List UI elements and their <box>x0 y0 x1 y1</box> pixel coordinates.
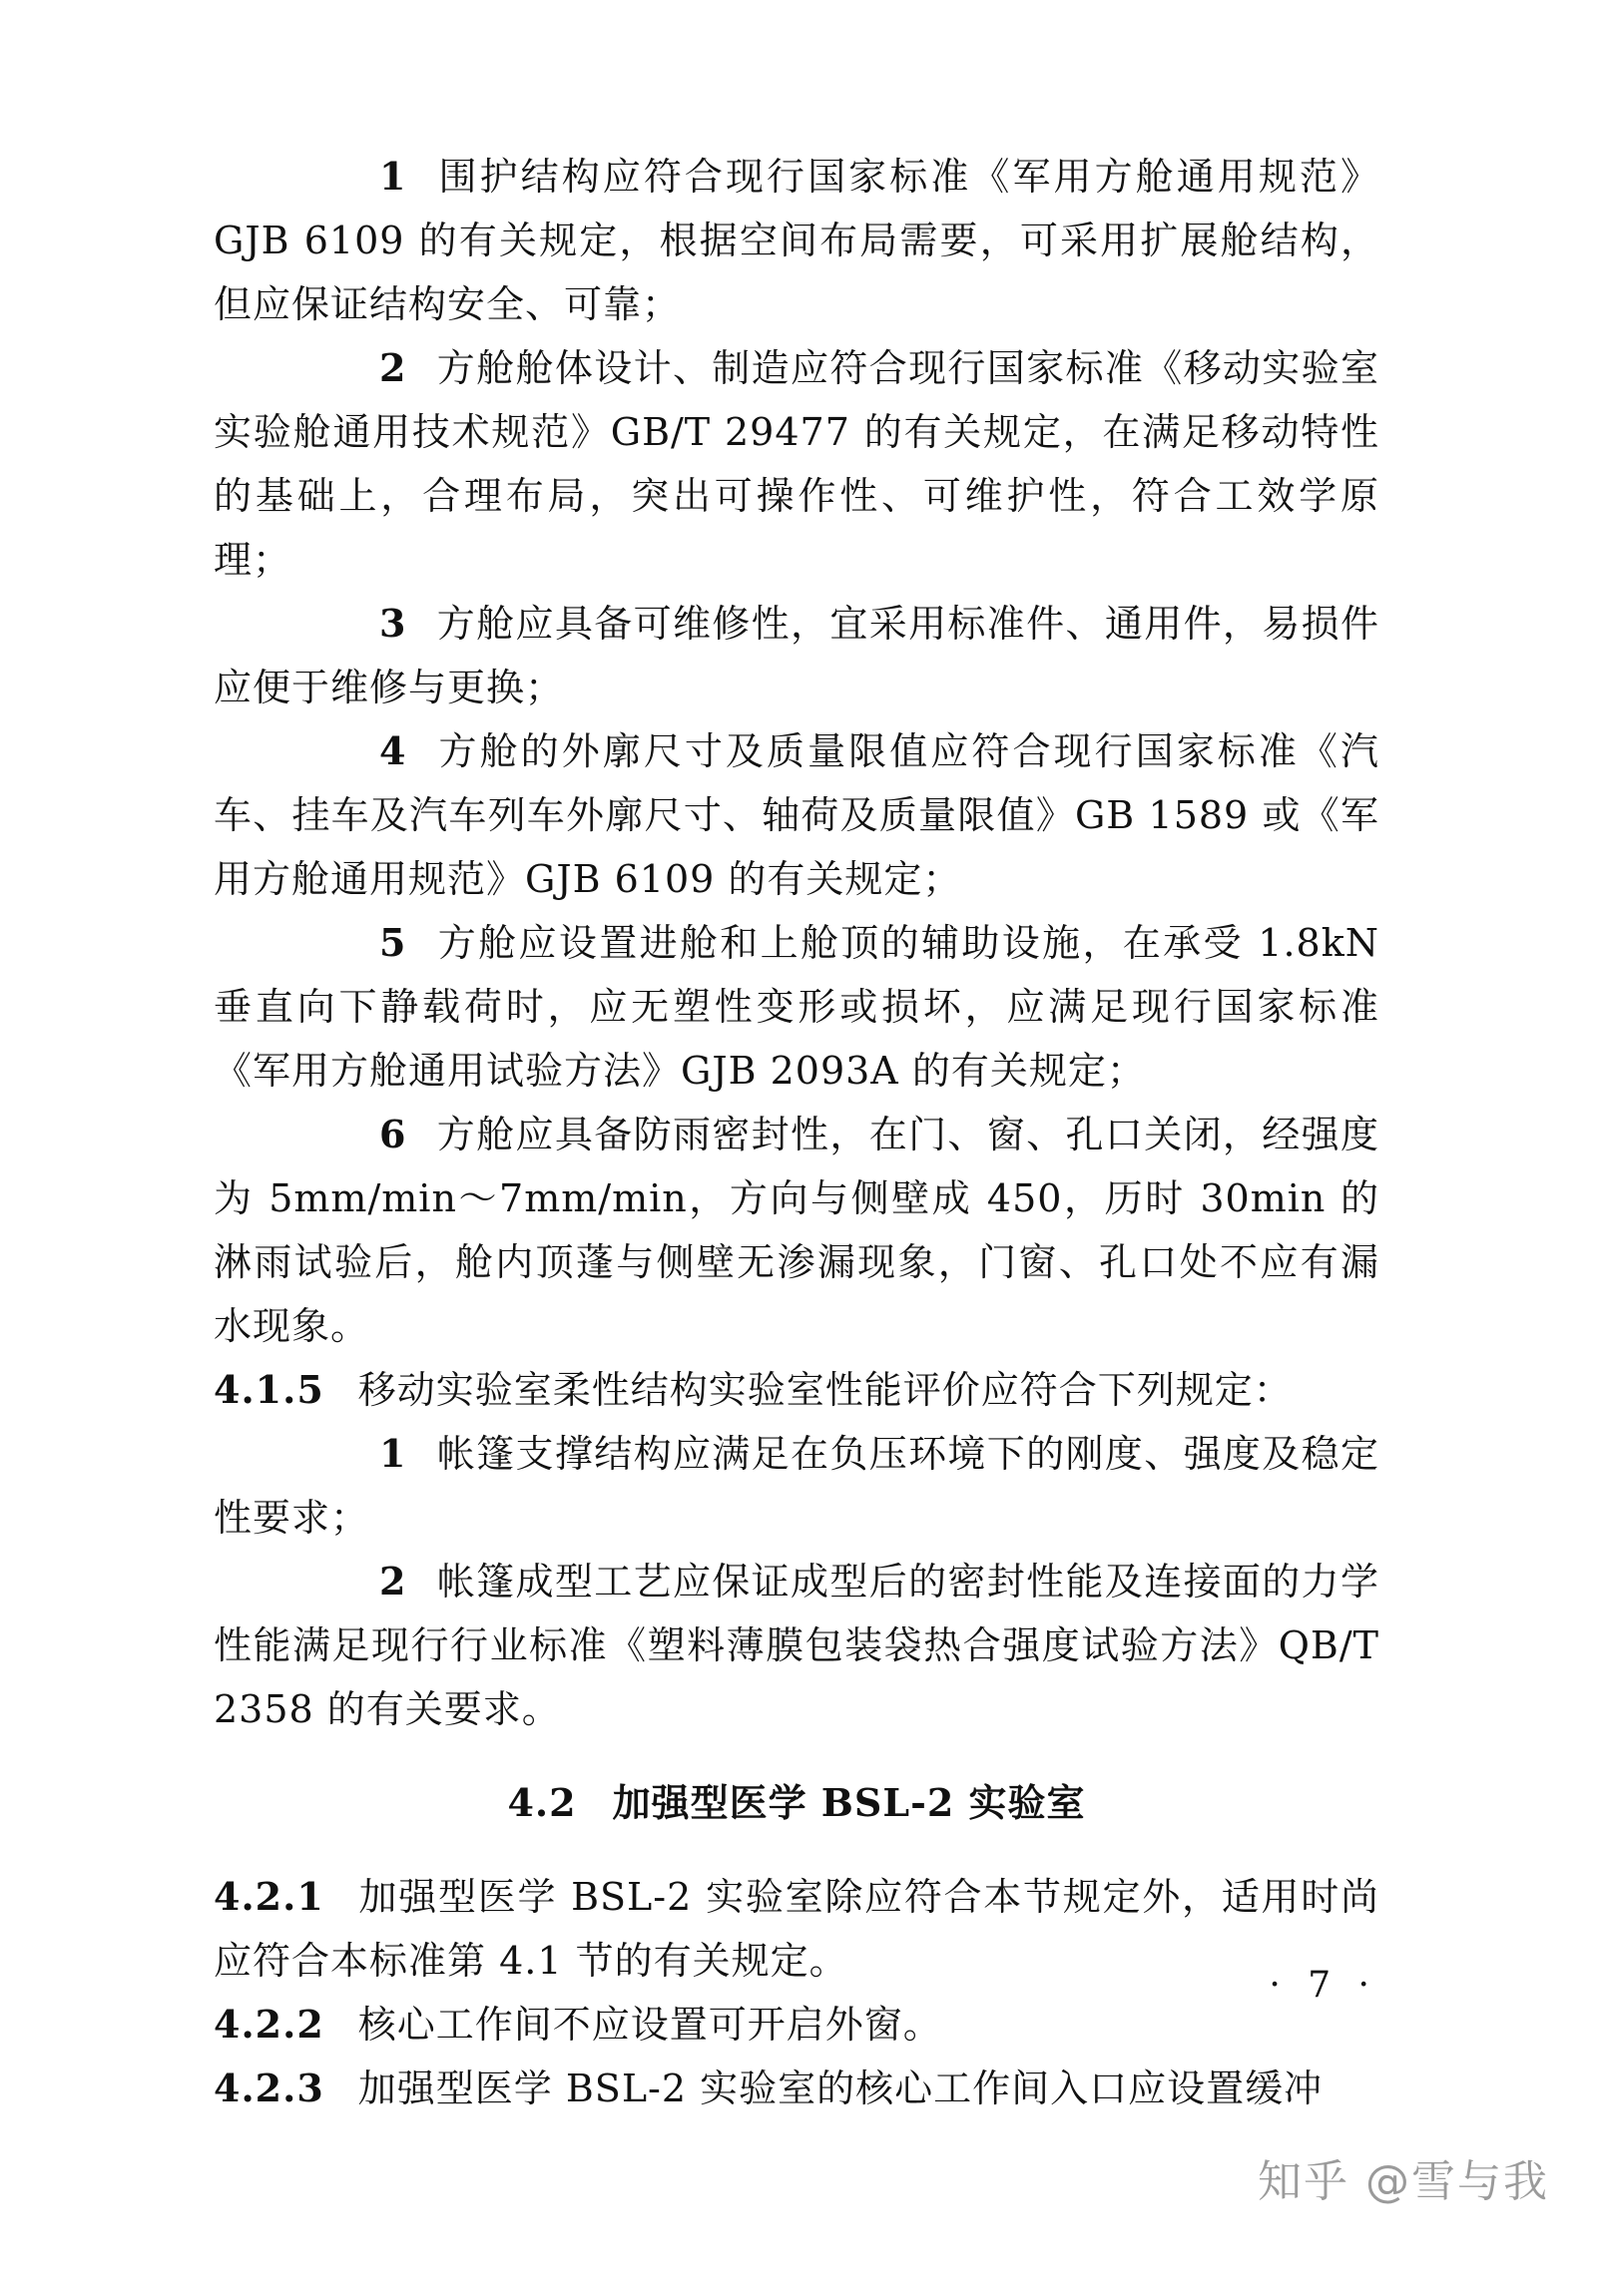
item-text: 方舱应设置进舱和上舱顶的辅助设施，在承受 1.8kN 垂直向下静载荷时，应无塑性变形或损坏，应满足现行国家标准《军用方舱通用试验方法》GJB 2093A 的有关规定； <box>214 921 1379 1093</box>
clause-number: 4.2.3 <box>214 2066 324 2110</box>
clause-number: 4.2.1 <box>214 1874 324 1919</box>
section-heading <box>214 1771 1379 1835</box>
section-number: 4.2 <box>507 1780 577 1825</box>
item-text: 围护结构应符合现行国家标准《军用方舱通用规范》GJB 6109 的有关规定，根据空间布局需要，可采用扩展舱结构，但应保证结构安全、可靠； <box>214 155 1379 326</box>
list-item <box>214 719 1379 911</box>
clause-number: 4.2.2 <box>214 2002 324 2047</box>
item-number: 3 <box>379 601 407 646</box>
list-item <box>214 1103 1379 1358</box>
item-number: 1 <box>379 154 407 199</box>
clause-paragraph <box>214 2057 1379 2120</box>
item-text: 方舱应具备防雨密封性，在门、窗、孔口关闭，经强度为 5mm/min～7mm/min，方向与侧壁成 450，历时 30min 的淋雨试验后，舱内顶蓬与侧壁无渗漏现象，门窗、孔口处不应有漏水现象。 <box>214 1113 1379 1348</box>
list-item <box>214 592 1379 719</box>
clause-text: 核心工作间不应设置可开启外窗。 <box>357 2003 942 2047</box>
section-title: 加强型医学 BSL-2 实验室 <box>612 1780 1086 1825</box>
clause-text: 加强型医学 BSL-2 实验室的核心工作间入口应设置缓冲 <box>357 2066 1324 2110</box>
item-number: 1 <box>379 1431 407 1476</box>
list-item <box>214 336 1379 592</box>
list-item <box>214 911 1379 1103</box>
item-number: 5 <box>379 920 407 965</box>
list-item <box>214 1550 1379 1741</box>
clause-paragraph <box>214 1993 1379 2057</box>
item-text: 帐篷成型工艺应保证成型后的密封性能及连接面的力学性能满足现行行业标准《塑料薄膜包装袋热合强度试验方法》QB/T 2358 的有关要求。 <box>214 1560 1379 1731</box>
item-text: 方舱的外廓尺寸及质量限值应符合现行国家标准《汽车、挂车及汽车列车外廓尺寸、轴荷及质量限值》GB 1589 或《军用方舱通用规范》GJB 6109 的有关规定； <box>214 729 1379 901</box>
clause-number: 4.1.5 <box>214 1367 324 1412</box>
clause-paragraph <box>214 1865 1379 1993</box>
item-number: 4 <box>379 728 407 773</box>
item-number: 2 <box>379 1559 407 1604</box>
list-item <box>214 1422 1379 1550</box>
list-item <box>214 145 1379 336</box>
item-text: 帐篷支撑结构应满足在负压环境下的刚度、强度及稳定性要求； <box>214 1432 1379 1540</box>
page-number: · 7 · <box>1269 1965 1377 2006</box>
clause-paragraph <box>214 1358 1379 1422</box>
item-number: 6 <box>379 1112 407 1156</box>
page-content <box>214 145 1379 2120</box>
item-text: 方舱应具备可维修性，宜采用标准件、通用件，易损件应便于维修与更换； <box>214 602 1379 709</box>
item-number: 2 <box>379 345 407 390</box>
watermark: 知乎 @雪与我 <box>1258 2156 1549 2207</box>
item-text: 方舱舱体设计、制造应符合现行国家标准《移动实验室实验舱通用技术规范》GB/T 29477 的有关规定，在满足移动特性的基础上，合理布局，突出可操作性、可维护性，符合工效学原理； <box>214 346 1379 582</box>
clause-text: 移动实验室柔性结构实验室性能评价应符合下列规定： <box>357 1368 1293 1412</box>
clause-text: 加强型医学 BSL-2 实验室除应符合本节规定外，适用时尚应符合本标准第 4.1 节的有关规定。 <box>214 1875 1379 1983</box>
